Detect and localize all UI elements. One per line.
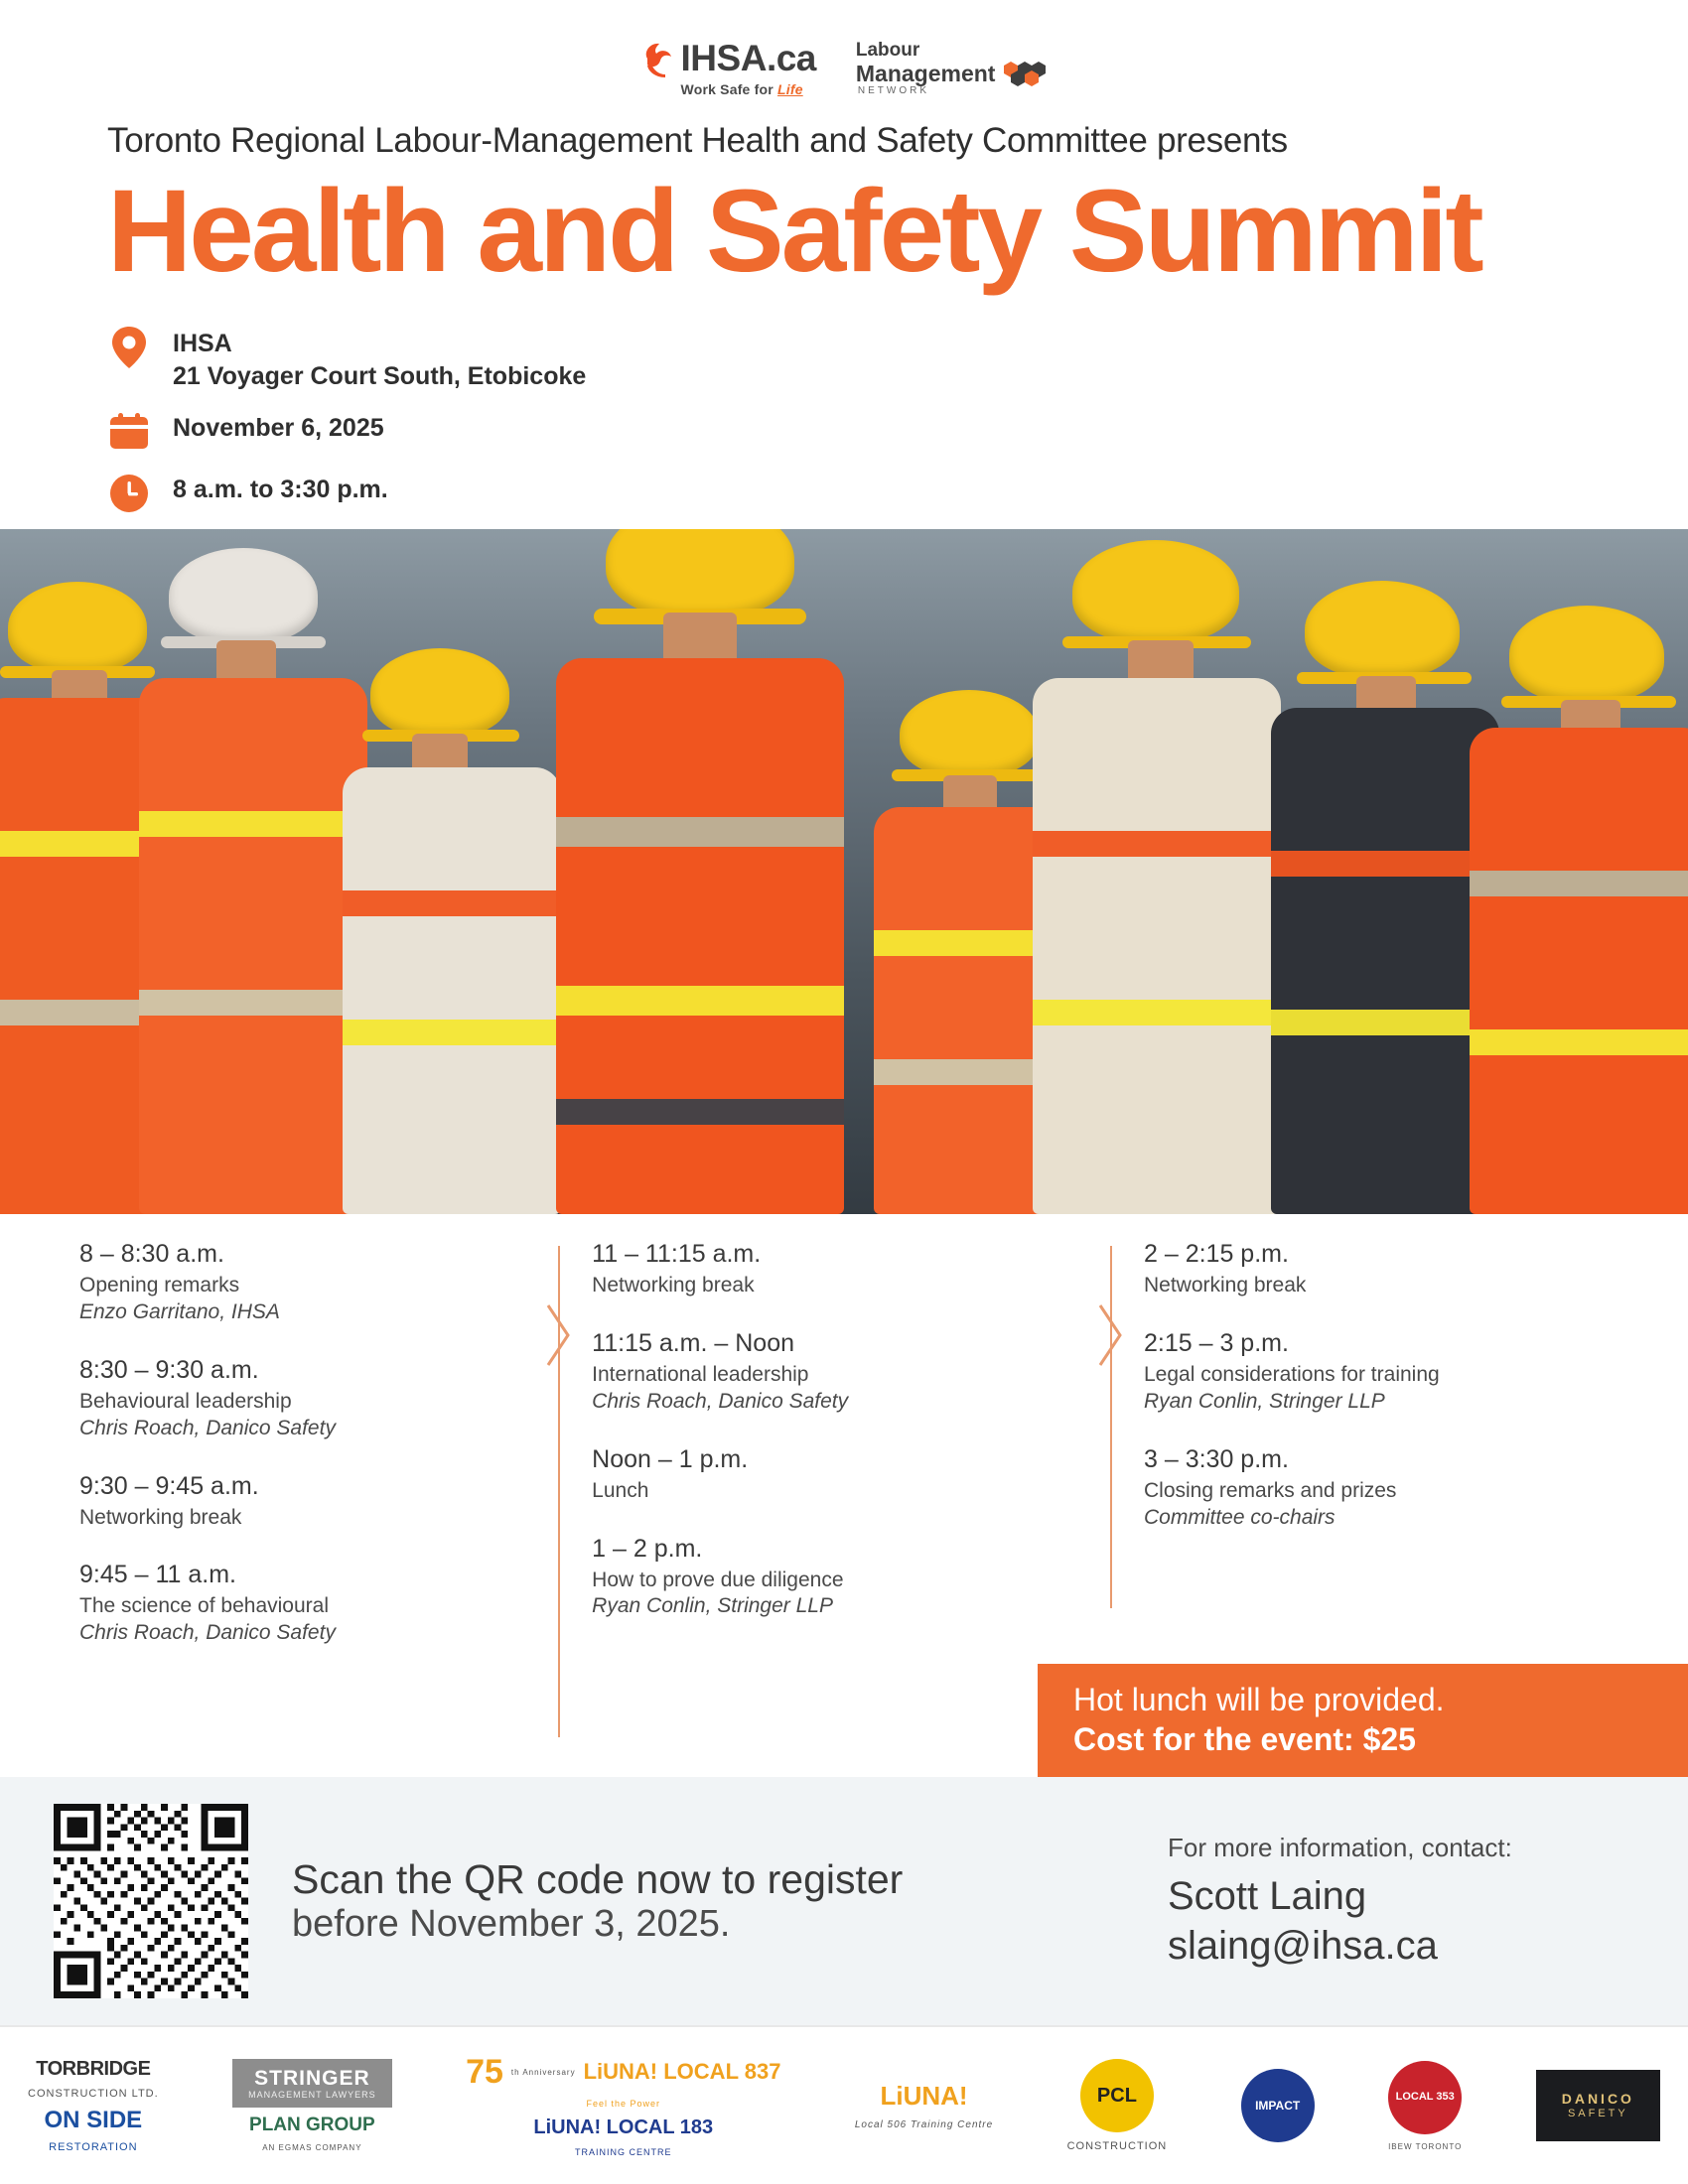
calendar-icon [107,410,151,454]
contact-email[interactable]: slaing@ihsa.ca [1168,1923,1438,1968]
sponsor-bar [0,2025,1688,2184]
sponsor-sub: AN EGMAS COMPANY [262,2143,362,2153]
register-deadline: before November 3, 2025. [292,1902,731,1945]
agenda-speaker: Ryan Conlin, Stringer LLP [592,1594,833,1618]
agenda-desc: Behavioural leadership [79,1389,292,1413]
sponsor-logo-danico [1536,2070,1660,2140]
agenda-time: 2:15 – 3 p.m. [1144,1328,1289,1357]
ihsa-tagline: Work Safe for Life [680,80,803,97]
agenda-item [592,1445,1076,1505]
sponsor-name: IMPACT [1241,2069,1315,2142]
agenda-speaker: Chris Roach, Danico Safety [79,1416,336,1439]
sponsor-name: LOCAL 353 [1388,2061,1462,2134]
agenda-speaker: Enzo Garritano, IHSA [79,1299,280,1323]
sponsor-name: PLAN GROUP [249,2114,375,2135]
agenda-speaker: Chris Roach, Danico Safety [592,1389,849,1413]
agenda-time: 9:30 – 9:45 a.m. [79,1471,259,1500]
agenda-column-1 [46,1240,558,1777]
agenda-desc: Networking break [592,1274,755,1297]
sponsor-name: LiUNA! LOCAL 837 [583,2059,781,2085]
event-date: November 6, 2025 [173,414,384,442]
agenda-time: 9:45 – 11 a.m. [79,1561,236,1589]
worker-figure [556,529,844,1214]
agenda-item [79,1561,524,1647]
lmn-line3: NETWORK [857,84,929,96]
agenda-desc: Closing remarks and prizes [1144,1478,1397,1502]
agenda-time: 11 – 11:15 a.m. [592,1240,762,1268]
agenda-time: 2 – 2:15 p.m. [1144,1240,1289,1268]
sponsor-sub: th Anniversary [510,2067,576,2077]
agenda-time: 1 – 2 p.m. [592,1534,703,1563]
hero-photo [0,529,1688,1214]
agenda-time: 11:15 a.m. – Noon [592,1328,795,1357]
agenda-speaker: Committee co-chairs [1144,1505,1336,1529]
agenda-column-2 [558,1240,1110,1777]
worker-figure [1033,559,1281,1214]
location-text [173,326,586,392]
headline-block [0,117,1688,297]
sponsor-sub: Feel the Power [586,2099,661,2110]
worker-figure [1470,618,1688,1214]
sponsor-sub: MANAGEMENT LAWYERS [248,2089,376,2100]
sponsor-sub: TRAINING CENTRE [574,2147,672,2158]
sponsor-sub: IBEW TORONTO [1388,2141,1463,2151]
agenda-time: 8 – 8:30 a.m. [79,1240,224,1268]
agenda [0,1214,1688,1777]
sponsor-name: ON SIDE [44,2106,143,2133]
cost-banner [1038,1664,1688,1777]
registration-strip [0,1777,1688,2025]
agenda-desc: International leadership [592,1362,809,1386]
sponsor-sub: RESTORATION [49,2141,138,2154]
lmn-line1: Labour [855,39,920,61]
agenda-item [1144,1445,1609,1532]
sponsor-sub: SAFETY [1567,2107,1628,2119]
agenda-desc: Legal considerations for training [1144,1362,1440,1386]
sponsor-name: LiUNA! LOCAL 183 [533,2116,714,2139]
logo-bar [0,0,1688,117]
contact-name: Scott Laing [1168,1873,1367,1918]
sponsor-name: LiUNA! [880,2081,968,2111]
sponsor-logo-ibew-353 [1388,2061,1462,2151]
sponsor-sub: CONSTRUCTION [1066,2140,1168,2152]
hexagon-cluster-icon [1001,61,1047,86]
agenda-item [1144,1329,1609,1416]
sponsor-name: STRINGER [254,2066,370,2090]
lmn-line2: Management [855,60,996,86]
agenda-time: 8:30 – 9:30 a.m. [79,1355,259,1384]
page-title: Health and Safety Summit [107,166,1481,297]
sponsor-logo-liuna-837 [466,2054,780,2157]
sponsor-name: 75 [466,2052,503,2091]
agenda-speaker: Chris Roach, Danico Safety [79,1621,336,1645]
venue-name: IHSA [173,330,232,357]
clock-icon [107,472,151,515]
agenda-item [79,1472,524,1532]
venue-address: 21 Voyager Court South, Etobicoke [173,361,587,390]
agenda-speaker: Ryan Conlin, Stringer LLP [1144,1389,1385,1413]
ihsa-bird-icon [641,39,675,78]
agenda-time: Noon – 1 p.m. [592,1444,749,1473]
agenda-desc: Networking break [1144,1274,1307,1297]
agenda-item [592,1240,1076,1299]
event-time: 8 a.m. to 3:30 p.m. [173,476,388,503]
agenda-item [79,1240,524,1326]
agenda-desc: Opening remarks [79,1274,240,1297]
sponsor-name: DANICO [1561,2091,1634,2108]
event-details [0,326,1688,515]
sponsor-sub: Local 506 Training Centre [854,2119,994,2130]
contact-label: For more information, contact: [1168,1832,1512,1862]
agenda-item [592,1535,1076,1621]
sponsor-logo-pcl [1067,2059,1168,2152]
detail-location [107,326,1688,392]
map-pin-icon [107,326,151,369]
ihsa-logo [641,39,816,97]
agenda-desc: Lunch [592,1478,649,1502]
agenda-desc: How to prove due diligence [592,1568,844,1591]
worker-figure [139,569,367,1214]
agenda-item [1144,1240,1609,1299]
agenda-time: 3 – 3:30 p.m. [1144,1444,1289,1473]
register-text [278,1856,1138,1947]
worker-figure [343,658,561,1214]
labour-management-network-logo [856,39,1048,96]
detail-date [107,410,1688,454]
detail-time [107,472,1688,515]
sponsor-name: PCL [1080,2059,1154,2132]
presenter-line: Toronto Regional Labour-Management Health and Safety Committee presents [107,121,1288,160]
worker-figure [1271,599,1499,1214]
sponsor-logo-liuna-506 [855,2081,993,2130]
agenda-desc: Networking break [79,1505,242,1529]
lunch-note: Hot lunch will be provided. [1073,1682,1445,1717]
contact-block [1168,1833,1634,1971]
qr-code[interactable] [54,1804,248,1998]
sponsor-logo-torbridge [28,2058,159,2153]
sponsor-logo-impact [1241,2069,1315,2142]
cost-note: Cost for the event: $25 [1073,1721,1416,1757]
sponsor-name: TORBRIDGE [36,2057,151,2080]
ihsa-wordmark: IHSA.ca [680,38,816,78]
lmn-line2-row [856,61,1048,86]
sponsor-logo-stringer [232,2059,392,2153]
agenda-desc: The science of behavioural [79,1594,329,1618]
agenda-item [592,1329,1076,1416]
register-heading: Scan the QR code now to register [292,1855,904,1902]
sponsor-sub: CONSTRUCTION LTD. [28,2087,159,2100]
agenda-item [79,1356,524,1442]
